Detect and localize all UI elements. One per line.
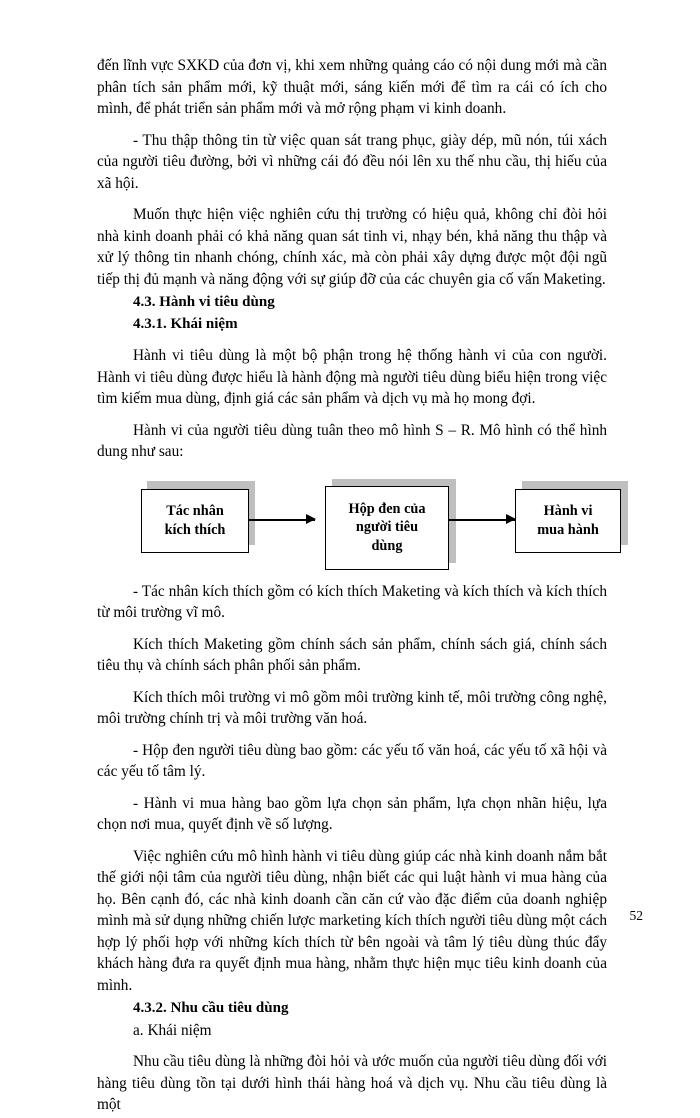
- diagram-box-buying-behavior-label: [537, 502, 599, 539]
- page-content: [97, 55, 607, 1118]
- diagram-box-stimulus: [141, 489, 249, 553]
- diagram-box-stimulus-label: [165, 502, 226, 539]
- box2-line3: dùng: [371, 537, 403, 554]
- paragraph-6: - Tác nhân kích thích gồm có kích thích Maketing và kích thích và kích thích từ môi trường vĩ mô.: [97, 582, 607, 621]
- box1-line1: Tác nhân: [166, 503, 224, 519]
- paragraph-11: Việc nghiên cứu mô hình hành vi tiêu dùng giúp các nhà kinh doanh nắm bắt thế giới nội tâm của người tiêu dùng, nhận biết các qui luật hành vi mua hàng của họ. Bên cạnh đó, các nhà kinh doanh cần căn cứ vào đặc điểm của doanh nghiệp mình mà sử dụng những chiến lược marketing kích thích người tiêu dùng một cách hợp lý phối hợp với những kích thích từ bên ngoài và tâm lý tiêu dùng thúc đẩy khách hàng đưa ra quyết định mua hàng, nhằm thực hiện mục tiêu kinh doanh của mình.: [97, 847, 607, 994]
- paragraph-4: Hành vi tiêu dùng là một bộ phận trong hệ thống hành vi của con người. Hành vi tiêu dùng được hiểu là hành động mà người tiêu dùng biểu hiện trong việc tìm kiếm mua dùng, định giá các sản phẩm và dịch vụ mà họ mong đợi.: [97, 347, 607, 407]
- paragraph-12: Nhu cầu tiêu dùng là những đòi hỏi và ước muốn của người tiêu dùng đối với hàng tiêu dùng tồn tại dưới hình thái hàng hoá và dịch vụ. Nhu cầu tiêu dùng là một: [97, 1053, 607, 1113]
- heading-4-3-1: 4.3.1. Khái niệm: [133, 315, 238, 332]
- box3-line2: mua hành: [537, 521, 599, 538]
- paragraph-10: - Hành vi mua hàng bao gồm lựa chọn sản phẩm, lựa chọn nhãn hiệu, lựa chọn nơi mua, quyết định về số lượng.: [97, 794, 607, 833]
- paragraph-7: Kích thích Maketing gồm chính sách sản phẩm, chính sách giá, chính sách tiêu thụ và chính sách phân phối sản phẩm.: [97, 635, 607, 674]
- paragraph-1: đến lĩnh vực SXKD của đơn vị, khi xem những quảng cáo có nội dung mới mà cần phân tích sản phẩm mới, kỹ thuật mới, sáng kiến mới để tìm ra cái có ích cho mình, để phát triển sản phẩm mới và mở rộng phạm vi kinh doanh.: [97, 57, 607, 117]
- paragraph-9: - Hộp đen người tiêu dùng bao gồm: các yếu tố văn hoá, các yếu tố xã hội và các yếu tố tâm lý.: [97, 741, 607, 780]
- sub-heading-a: a. Khái niệm: [133, 1021, 212, 1039]
- diagram-box-blackbox-label: [348, 500, 425, 556]
- page-number: 52: [629, 907, 643, 923]
- box2-line2: người tiêu: [355, 519, 419, 536]
- arrow-stimulus-to-blackbox: [249, 519, 315, 521]
- box3-line1: Hành vi: [543, 503, 593, 519]
- box2-line1: Hộp đen của: [348, 500, 426, 517]
- diagram-box-blackbox: [325, 486, 449, 570]
- paragraph-2: - Thu thập thông tin từ việc quan sát trang phục, giày dép, mũ nón, túi xách của người tiêu đường, bởi vì những cái đó đều nói lên xu thế nhu cầu, thị hiếu của xã hội.: [97, 131, 607, 192]
- paragraph-3: Muốn thực hiện việc nghiên cứu thị trường có hiệu quả, không chỉ đòi hỏi nhà kinh doanh phải có khả năng quan sát tinh vi, nhạy bén, khả năng thu thập và xử lý thông tin nhanh chóng, chính xác, mà còn phải xây dựng được một đội ngũ tiếp thị đủ mạnh và năng động với sự giúp đỡ của các chuyên gia cố vấn Maketing.: [97, 206, 607, 288]
- heading-4-3: 4.3. Hành vi tiêu dùng: [133, 294, 275, 310]
- paragraph-5: Hành vi của người tiêu dùng tuân theo mô hình S – R. Mô hình có thể hình dung như sau:: [97, 421, 607, 460]
- arrow-blackbox-to-behavior: [449, 519, 515, 521]
- diagram-box-buying-behavior: [515, 489, 621, 553]
- consumer-behavior-flow-diagram: [97, 477, 607, 573]
- paragraph-8: Kích thích môi trường vi mô gồm môi trường kinh tế, môi trường công nghệ, môi trường chính trị và môi trường văn hoá.: [97, 688, 607, 727]
- heading-4-3-2: 4.3.2. Nhu cầu tiêu dùng: [133, 1000, 289, 1016]
- box1-line2: kích thích: [164, 521, 226, 538]
